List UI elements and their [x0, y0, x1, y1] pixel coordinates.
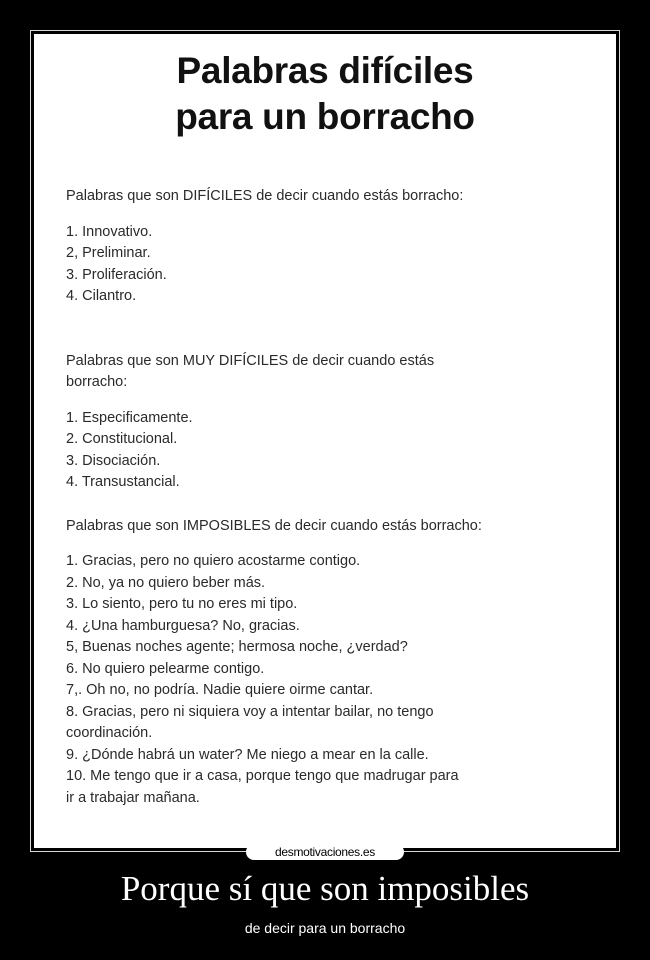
poster-title	[34, 48, 616, 140]
list-item: coordinación.	[66, 725, 153, 741]
list-item: 6. No quiero pelearme contigo.	[66, 660, 265, 677]
poster-content	[66, 186, 616, 809]
poster-image	[34, 34, 616, 848]
site-watermark: desmotivaciones.es	[246, 844, 404, 860]
section-impossible-list	[66, 551, 616, 809]
list-item: 1. Gracias, pero no quiero acostarme contigo.	[66, 553, 361, 569]
heading-line: Palabras que son MUY DIFÍCILES de decir cuando estás	[66, 352, 435, 369]
poster-subcaption: de decir para un borracho	[244, 920, 406, 936]
list-item: 7,. Oh no, no podría. Nadie quiere oirme cantar.	[66, 682, 374, 698]
list-item: 3. Proliferación.	[66, 266, 167, 283]
list-item: 2. Constitucional.	[66, 431, 178, 447]
poster-title-line-1: Palabras difíciles	[176, 50, 474, 91]
poster-title-line-2: para un borracho	[175, 96, 475, 137]
list-item: 1. Especificamente.	[66, 409, 193, 426]
section-difficult-list	[66, 222, 616, 308]
section-impossible-heading: Palabras que son IMPOSIBLES de decir cuando estás borracho:	[66, 517, 482, 534]
list-item: 9. ¿Dónde habrá un water? Me niego a mear en la calle.	[66, 746, 429, 763]
list-item: 1. Innovativo.	[66, 223, 153, 240]
list-item: 10. Me tengo que ir a casa, porque tengo que madrugar para	[66, 768, 459, 784]
list-item: 4. ¿Una hamburguesa? No, gracias.	[66, 617, 300, 634]
list-item: 5, Buenas noches agente; hermosa noche, ¿verdad?	[66, 639, 408, 655]
section-very-difficult-heading	[66, 351, 616, 394]
list-item: 2. No, ya no quiero beber más.	[66, 574, 266, 591]
list-item: ir a trabajar mañana.	[66, 789, 200, 806]
list-item: 4. Transustancial.	[66, 474, 180, 490]
heading-line: borracho:	[66, 374, 128, 390]
list-item: 2, Preliminar.	[66, 245, 151, 261]
list-item: 3. Disociación.	[66, 452, 161, 469]
poster-caption: Porque sí que son imposibles	[120, 869, 530, 908]
section-very-difficult-list	[66, 408, 616, 494]
section-difficult-heading: Palabras que son DIFÍCILES de decir cuando estás borracho:	[66, 188, 464, 204]
list-item: 4. Cilantro.	[66, 288, 137, 304]
list-item: 8. Gracias, pero ni siquiera voy a intentar bailar, no tengo	[66, 703, 434, 720]
list-item: 3. Lo siento, pero tu no eres mi tipo.	[66, 596, 298, 612]
